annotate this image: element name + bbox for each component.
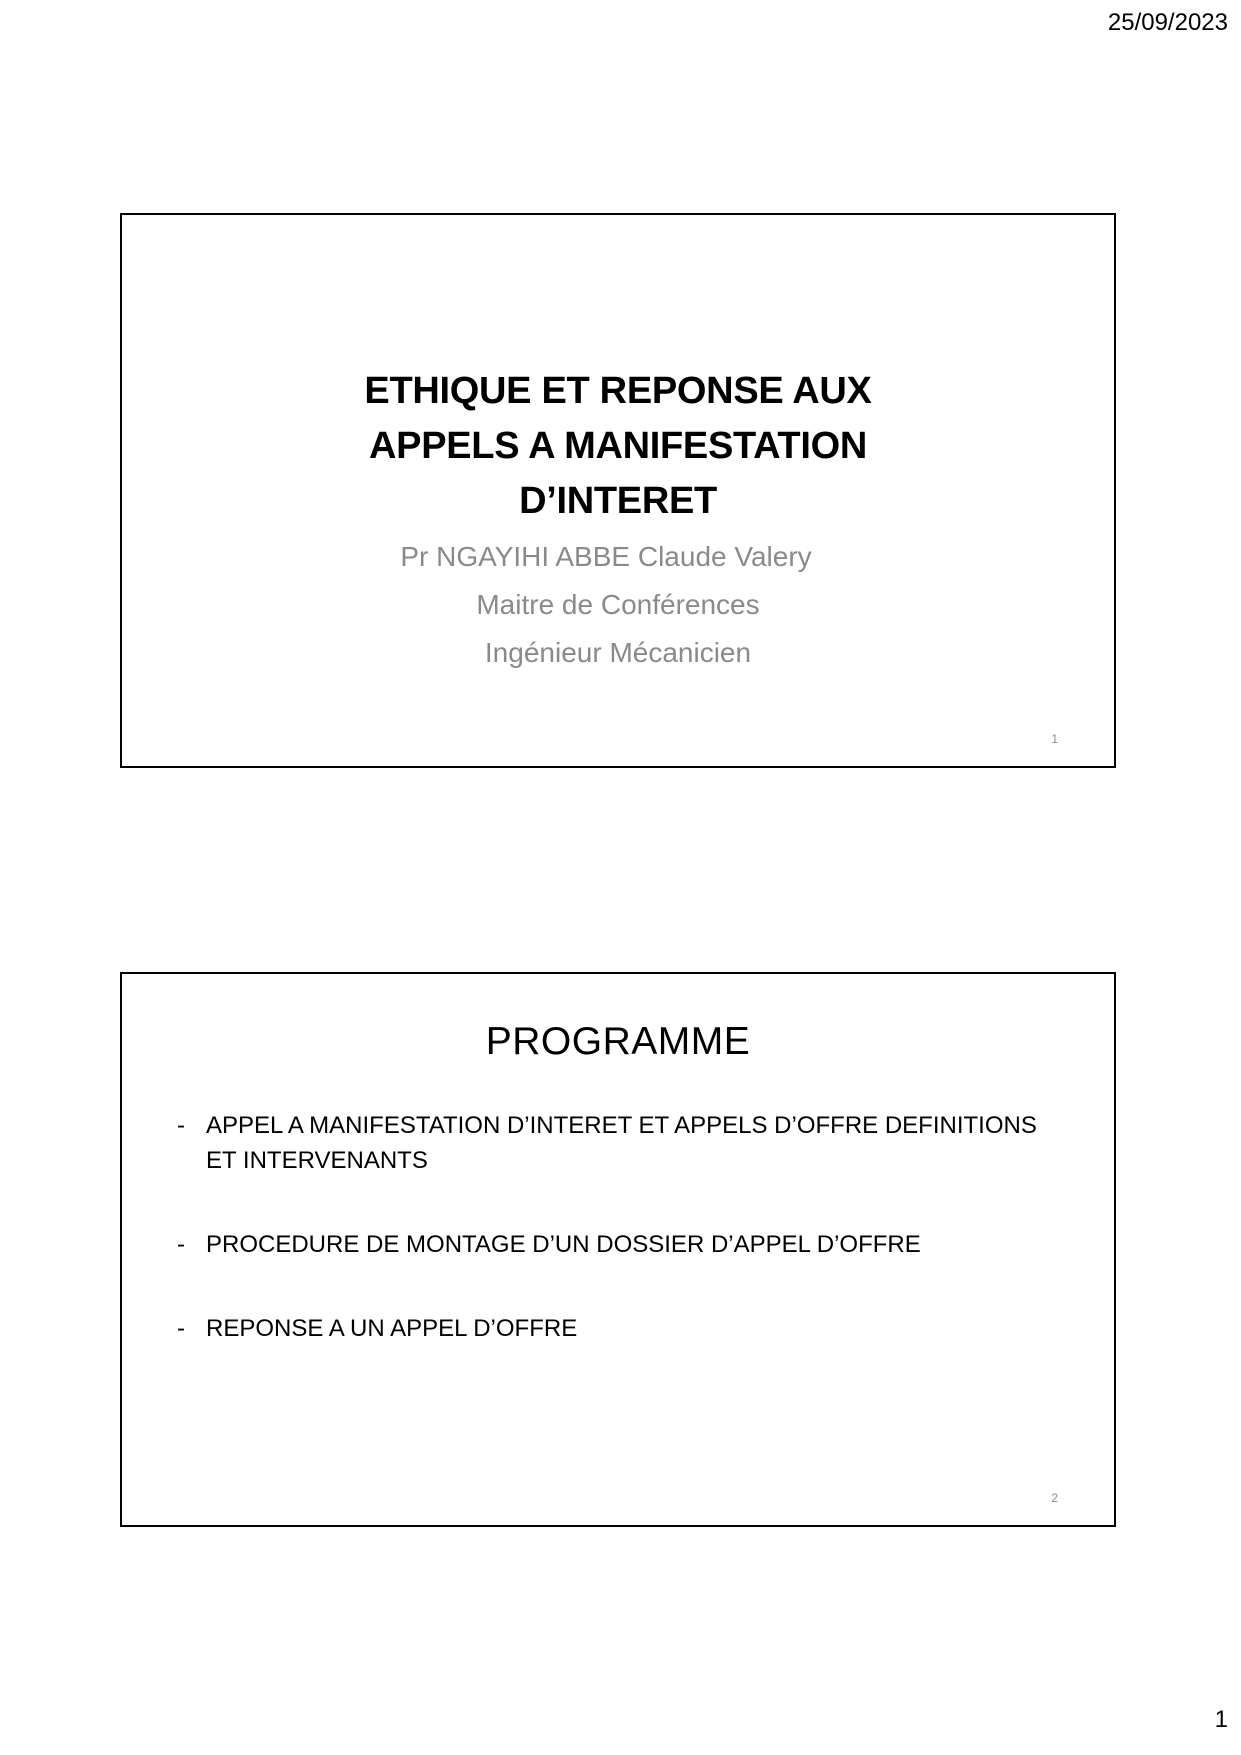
- list-item: [177, 1108, 1054, 1178]
- bullet-dash: -: [177, 1231, 185, 1258]
- list-item-line: ET INTERVENANTS: [206, 1147, 428, 1174]
- slide-subtitle: [122, 533, 1114, 677]
- slide-title: PROGRAMME: [485, 1020, 751, 1063]
- author-name: Pr NGAYIHI ABBE Claude Valery: [400, 541, 812, 572]
- page-date: 25/09/2023: [1107, 9, 1228, 36]
- list-item-line: APPEL A MANIFESTATION D’INTERET ET APPELS D’OFFRE DEFINITIONS: [206, 1112, 1037, 1139]
- title-line: D’INTERET: [519, 480, 717, 522]
- slide-number: 1: [1051, 732, 1058, 746]
- list-item-line: REPONSE A UN APPEL D’OFFRE: [206, 1315, 578, 1342]
- slide-2: [120, 972, 1116, 1527]
- bullet-dash: -: [177, 1315, 185, 1342]
- author-profession: Ingénieur Mécanicien: [484, 637, 752, 668]
- page-number: 1: [1214, 1706, 1228, 1733]
- author-position: Maitre de Conférences: [476, 589, 760, 620]
- slide-1: [120, 213, 1116, 768]
- slide-title: [122, 364, 1114, 529]
- list-item-line: PROCEDURE DE MONTAGE D’UN DOSSIER D’APPEL D’OFFRE: [206, 1231, 921, 1258]
- list-item: [177, 1311, 1054, 1346]
- list-item: [177, 1227, 1054, 1262]
- title-line: APPELS A MANIFESTATION: [369, 425, 867, 467]
- programme-list: [177, 1108, 1054, 1346]
- slide-number: 2: [1051, 1491, 1058, 1505]
- bullet-dash: -: [177, 1112, 185, 1139]
- title-line: ETHIQUE ET REPONSE AUX: [364, 370, 872, 412]
